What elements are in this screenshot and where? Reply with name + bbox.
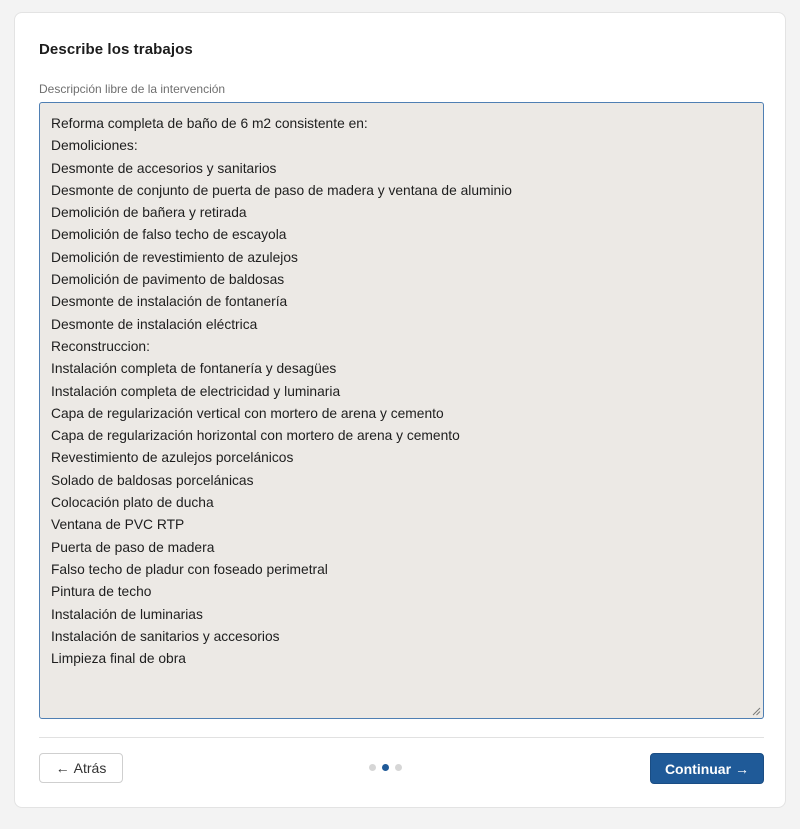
description-text: [51, 113, 752, 670]
description-line: Demolición de bañera y retirada: [51, 205, 247, 221]
description-textarea[interactable]: [39, 102, 764, 719]
description-line: Desmonte de accesorios y sanitarios: [51, 160, 277, 176]
step-dot: [369, 764, 376, 771]
description-line: Demolición de pavimento de baldosas: [51, 272, 285, 288]
description-line: Instalación completa de electricidad y luminaria: [51, 383, 341, 399]
form-card: [14, 12, 786, 808]
description-line: Revestimiento de azulejos porcelánicos: [51, 450, 294, 466]
description-line: Desmonte de instalación eléctrica: [51, 316, 258, 332]
resize-grip-icon[interactable]: [751, 706, 761, 716]
description-line: Desmonte de instalación de fontanería: [51, 294, 288, 310]
back-button[interactable]: [39, 753, 123, 783]
description-line: Colocación plato de ducha: [51, 495, 214, 511]
description-line: Demolición de revestimiento de azulejos: [51, 249, 298, 265]
back-button-label: Atrás: [73, 760, 107, 776]
form-title: Describe los trabajos: [39, 41, 193, 58]
description-line: Demoliciones:: [51, 138, 138, 154]
step-dot-active: [382, 764, 389, 771]
description-field-label: Descripción libre de la intervención: [39, 82, 226, 96]
description-line: Capa de regularización horizontal con mortero de arena y cemento: [51, 428, 460, 444]
description-line: Puerta de paso de madera: [51, 539, 215, 555]
description-line: Instalación completa de fontanería y desagües: [51, 361, 337, 377]
description-line: Desmonte de conjunto de puerta de paso de madera y ventana de aluminio: [51, 182, 512, 198]
description-line: Solado de baldosas porcelánicas: [51, 472, 254, 488]
continue-button-label: Continuar: [664, 760, 732, 777]
description-line: Demolición de falso techo de escayola: [51, 227, 287, 243]
description-line: Falso techo de pladur con foseado perimetral: [51, 561, 328, 577]
footer-divider: [39, 737, 764, 738]
description-line: Ventana de PVC RTP: [51, 517, 185, 533]
description-line: Reconstruccion:: [51, 338, 150, 354]
description-line: Capa de regularización vertical con mortero de arena y cemento: [51, 405, 444, 421]
step-dot: [395, 764, 402, 771]
description-line: Pintura de techo: [51, 584, 152, 600]
description-line: Reforma completa de baño de 6 m2 consistente en:: [51, 116, 368, 131]
description-line: Limpieza final de obra: [51, 651, 186, 667]
description-line: Instalación de luminarias: [51, 606, 203, 622]
arrow-right-icon: →: [735, 760, 750, 777]
description-line: Instalación de sanitarios y accesorios: [51, 628, 280, 644]
step-indicator: [369, 764, 402, 771]
continue-button[interactable]: [650, 753, 764, 784]
arrow-left-icon: ←: [55, 760, 70, 776]
